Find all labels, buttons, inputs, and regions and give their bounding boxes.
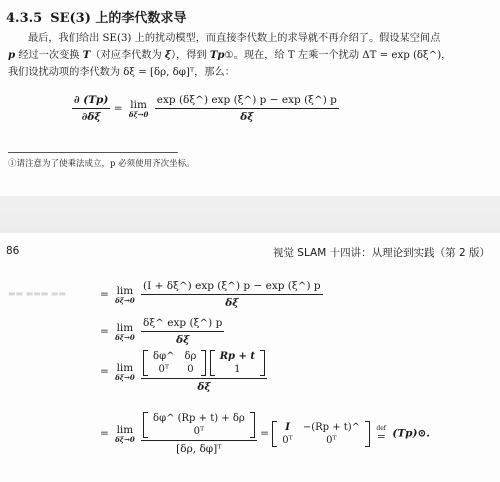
body-line-2: p 经过一次变换 T（对应李代数为 ξ），得到 Tp①。现在，给 T 左乘一个扰动 ΔT = exp (δξ^)， xyxy=(8,49,452,61)
result-expression: (Tp)⊙. xyxy=(392,427,430,440)
matrix-point: Rp + t 1 xyxy=(210,350,265,376)
derivation-step-1: = lim δξ→0 $\frac{(I + \delta\xi\^{}) \exp (\xi\^{}) p - \exp (\xi\^{}) p}{\delta\xi}$ xyxy=(100,280,321,309)
running-head: 视觉 SLAM 十四讲：从理论到实践（第 2 版） xyxy=(272,247,490,259)
equation-derivative: $\frac{\partial (Tp)}{\partial\delta\xi}$ = lim δξ→0 $\frac{\exp (\delta\xi\^{}) \exp (\xi\^{}) p - \exp (\xi\^{}) p}{\delta\xi}$ xyxy=(74,94,337,123)
bleed-through-text: ▬▬ ▬▬▬ ▬▬ xyxy=(8,289,66,298)
page-top xyxy=(0,0,500,196)
footnote-rule xyxy=(8,152,178,153)
derivation-step-3: = lim δξ→0 δφ^ δρ 0ᵀ 0 Rp + t 1 δξ xyxy=(100,350,267,393)
section-title: SE(3) 上的李代数求导 xyxy=(50,11,187,26)
body-line-1: 最后，我们给出 SE(3) 上的扰动模型，而直接李代数上的求导就不再介绍了。假设某空间点 xyxy=(28,33,441,44)
body-line-3: 我们设扰动项的李代数为 δξ = [δρ, δφ]ᵀ，那么： xyxy=(8,67,235,78)
matrix-numerator: δφ^ (Rp + t) + δρ 0ᵀ xyxy=(143,412,255,438)
matrix-perturbation: δφ^ δρ 0ᵀ 0 xyxy=(143,350,206,376)
page-gap xyxy=(0,196,500,233)
section-heading xyxy=(6,7,186,26)
derivation-step-2: = lim δξ→0 $\frac{\delta\xi\^{} \exp (\xi\^{}) p}{\delta\xi}$ xyxy=(100,317,223,346)
defined-equals: def = xyxy=(376,425,387,443)
derivation-step-4: = lim δξ→0 δφ^ (Rp + t) + δρ 0ᵀ [δρ, δφ]ᵀ = I −(Rp + t)^ 0ᵀ 0ᵀ def = (Tp)⊙. xyxy=(100,413,430,455)
page-number: 86 xyxy=(6,245,20,257)
section-number: 4.3.5 xyxy=(6,11,43,26)
matrix-result: I −(Rp + t)^ 0ᵀ 0ᵀ xyxy=(272,421,370,447)
footnote: ①请注意为了使乘法成立，p 必须使用齐次坐标。 xyxy=(8,159,195,169)
